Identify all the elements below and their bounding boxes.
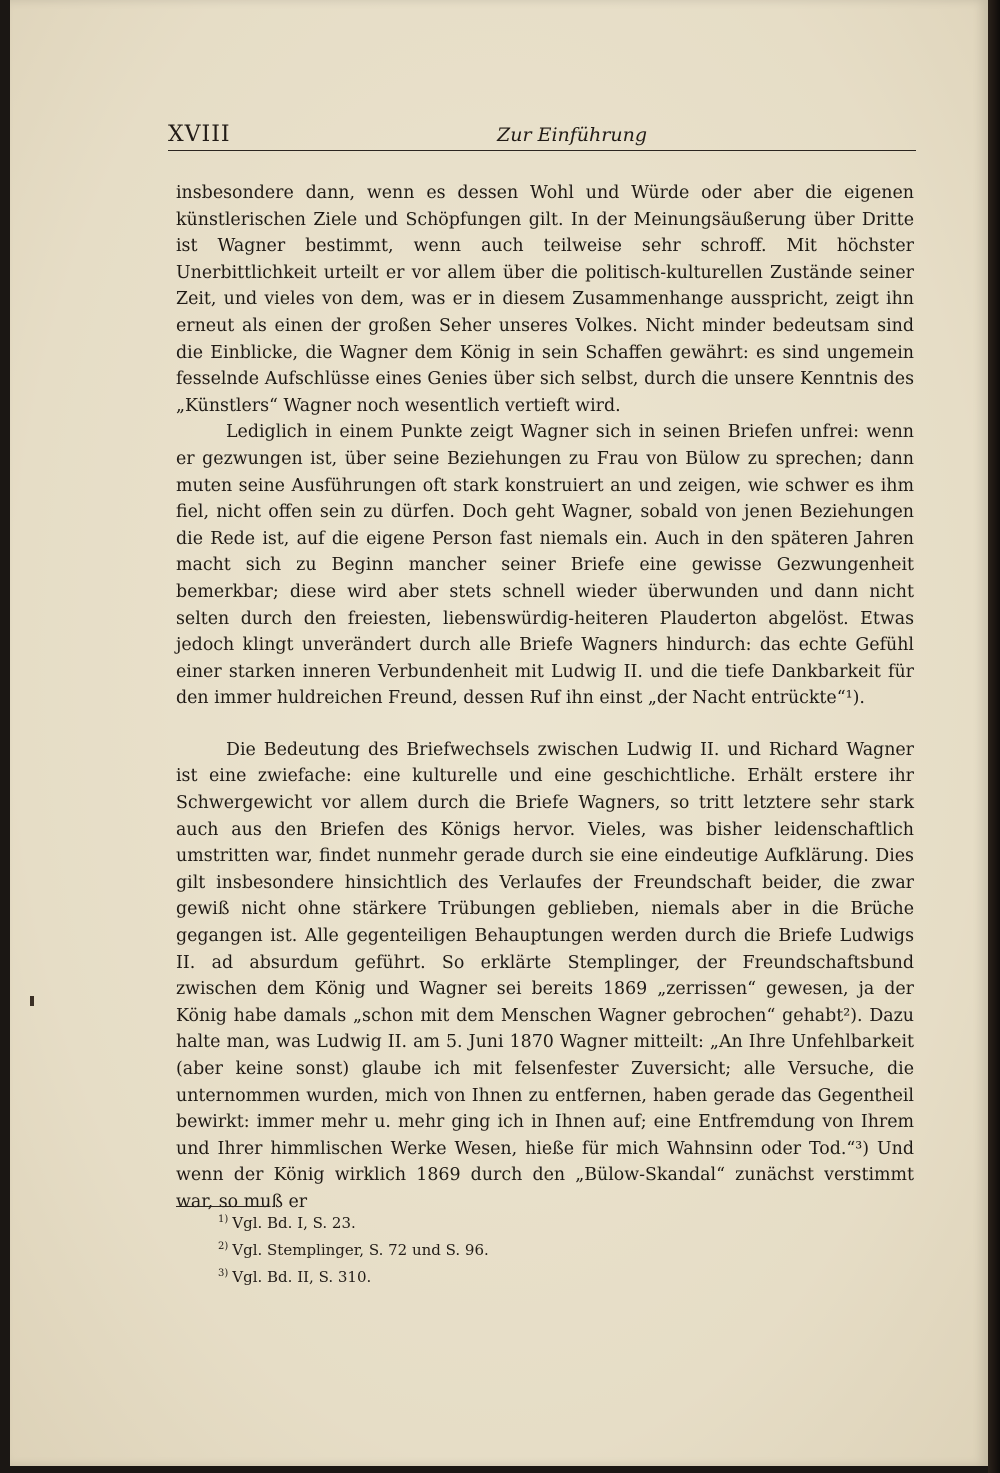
footnote-3 [218, 1262, 489, 1289]
footnote-rule [176, 1206, 268, 1207]
margin-mark [30, 996, 34, 1006]
paragraph-3: Die Bedeutung des Briefwechsels zwischen Ludwig II. und Richard Wagner ist eine zwiefache: eine kulturelle und eine geschichtliche. Erhält erstere ihr Schwergewicht vor allem durch die Briefe Wagners, so tritt letztere sehr stark auch aus den Briefen des Königs hervor. Vieles, was bisher leidenschaftlich umstritten war, findet nunmehr gerade durch sie eine eindeutige Aufklärung. Dies gilt insbesondere hinsichtlich des Verlaufes der Freundschaft beider, die zwar gewiß nicht ohne stärkere Trübungen geblieben, niemals aber in die Brüche gegangen ist. Alle gegenteiligen Behauptungen werden durch die Briefe Ludwigs II. ad absurdum geführt. So erklärte Stemplinger, der Freundschaftsbund zwischen dem König und Wagner sei bereits 1869 „zerrissen“ gewesen, ja der König habe damals „schon mit dem Menschen Wagner gebrochen“ gehabt²). Dazu halte man, was Ludwig II. am 5. Juni 1870 Wagner mitteilt: „An Ihre Unfehlbarkeit (aber keine sonst) glaube ich mit felsenfester Zuversicht; alle Versuche, die unternommen wurden, mich von Ihnen zu entfernen, haben gerade das Gegentheil bewirkt: immer mehr u. mehr ging ich in Ihnen auf; eine Entfremdung von Ihrem und Ihrer himmlischen Werke Wesen, hieße für mich Wahnsinn oder Tod.“³) Und wenn der König wirklich 1869 durch den „Bülow-Skandal“ zunächst verstimmt war, so muß er [176, 739, 914, 1212]
page-header [168, 122, 916, 151]
footnote-mark: 1) [218, 1214, 229, 1225]
footnote-text: Vgl. Stemplinger, S. 72 und S. 96. [232, 1241, 489, 1259]
paragraph-1: insbesondere dann, wenn es dessen Wohl und Würde oder aber die eigenen künstlerischen Ziele und Schöpfungen gilt. In der Meinungsäußerung über Dritte ist Wagner bestimmt, wenn auch teilweise sehr schroff. Mit höchster Unerbittlichkeit urteilt er vor allem über die politisch-kulturellen Zustände seiner Zeit, und vieles von dem, was er in diesem Zusammenhange ausspricht, zeigt ihn erneut als einen der großen Seher unseres Volkes. Nicht minder bedeutsam sind die Einblicke, die Wagner dem König in sein Schaffen gewährt: es sind ungemein fesselnde Aufschlüsse eines Genies über sich selbst, durch die unsere Kenntnis des „Künstlers“ Wagner noch wesentlich vertieft wird. [176, 183, 914, 416]
footnote-1 [218, 1208, 489, 1235]
book-spine [988, 0, 1000, 1473]
running-head: Zur Einführung [497, 124, 647, 146]
paragraph-2: Lediglich in einem Punkte zeigt Wagner sich in seinen Briefen unfrei: wenn er gezwungen ist, über seine Beziehungen zu Frau von Bülow zu sprechen; dann muten seine Ausführungen oft stark konstruiert an und zeigen, wie schwer es ihm fiel, nicht offen sein zu dürfen. Doch geht Wagner, sobald von jenen Beziehungen die Rede ist, auf die eigene Person fast niemals ein. Auch in den späteren Jahren macht sich zu Beginn mancher seiner Briefe eine gewisse Gezwungenheit bemerkbar; diese wird aber stets schnell wieder überwunden und dann nicht selten durch den freiesten, liebenswürdig-heiteren Plauderton abgelöst. Etwas jedoch klingt unverändert durch alle Briefe Wagners hindurch: das echte Gefühl einer starken inneren Verbundenheit mit Ludwig II. und die tiefe Dankbarkeit für den immer huldreichen Freund, dessen Ruf ihn einst „der Nacht entrückte“¹). [176, 422, 914, 709]
footnote-2 [218, 1235, 489, 1262]
body-text [176, 180, 914, 1216]
footnote-text: Vgl. Bd. I, S. 23. [232, 1214, 356, 1232]
footnote-text: Vgl. Bd. II, S. 310. [232, 1268, 372, 1286]
footnotes [218, 1208, 489, 1289]
page-number: XVIII [168, 122, 231, 147]
footnote-mark: 3) [218, 1268, 229, 1279]
footnote-mark: 2) [218, 1241, 229, 1252]
